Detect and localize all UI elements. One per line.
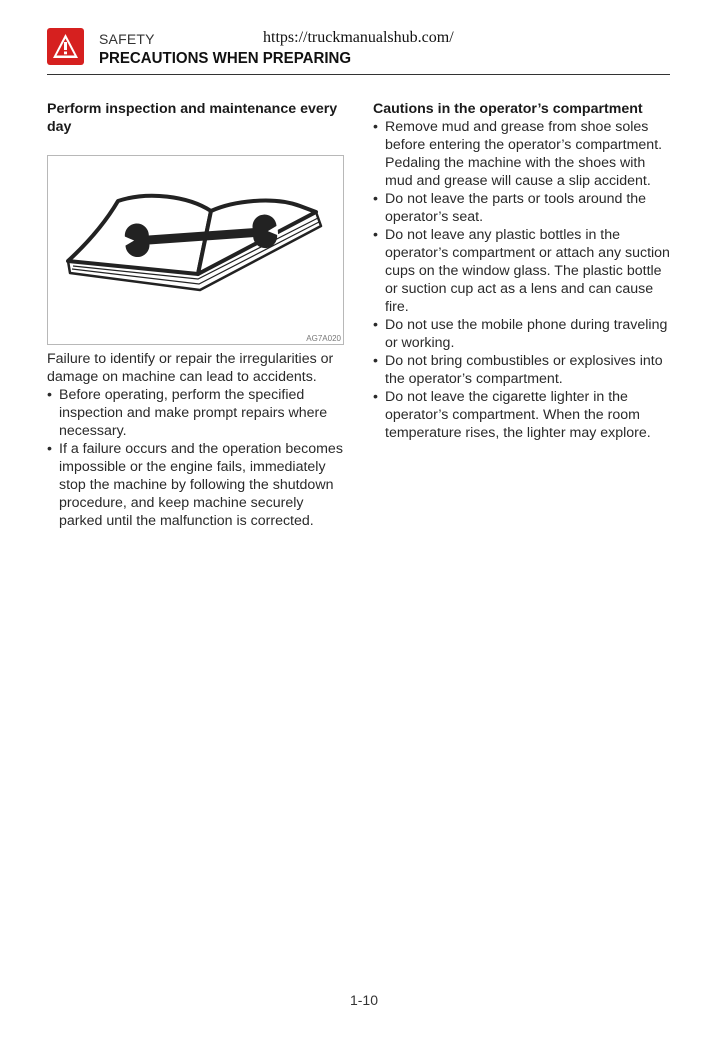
page-title: PRECAUTIONS WHEN PREPARING xyxy=(99,50,352,67)
list-item: • Do not bring combustibles or explosives into the operator’s compartment. xyxy=(373,352,673,388)
right-heading: Cautions in the operator’s compartment xyxy=(373,101,643,117)
right-column xyxy=(373,100,673,442)
left-heading: Perform inspection and maintenance every day xyxy=(47,101,338,135)
list-item: • Do not leave any plastic bottles in the operator’s compartment or attach any suction cups on the window glass. The plastic bottle or suction cup act as a lens and can cause fire. xyxy=(373,226,673,316)
list-item: • Remove mud and grease from shoe soles before entering the operator’s compartment. Pedaling the machine with the shoes with mud and grease will cause a slip accident. xyxy=(373,118,673,190)
header-divider xyxy=(47,74,670,75)
list-item: • Do not leave the parts or tools around the operator’s seat. xyxy=(373,190,673,226)
section-label: SAFETY xyxy=(99,31,155,47)
figure-code: AG7A020 xyxy=(306,334,341,343)
left-body xyxy=(47,350,347,530)
source-url[interactable]: https://truckmanualshub.com/ xyxy=(263,29,454,46)
warning-triangle-icon xyxy=(47,28,84,65)
list-item: • Do not leave the cigarette lighter in the operator’s compartment. When the room temperature rises, the lighter may explore. xyxy=(373,388,673,442)
left-column xyxy=(47,100,347,136)
left-intro: Failure to identify or repair the irregularities or damage on machine can lead to accidents. xyxy=(47,351,334,385)
right-bullet-list xyxy=(373,118,673,442)
list-item: • Before operating, perform the specified inspection and make prompt repairs where necessary. xyxy=(47,386,347,440)
list-item: • If a failure occurs and the operation becomes impossible or the engine fails, immediately stop the machine by following the shutdown procedure, and keep machine securely parked until the malfunction is corrected. xyxy=(47,440,347,530)
figure-manual-illustration xyxy=(47,155,344,345)
page-number: 1-10 xyxy=(349,992,379,1008)
list-item: • Do not use the mobile phone during traveling or working. xyxy=(373,316,673,352)
manual-book-wrench-icon xyxy=(48,156,345,346)
left-bullet-list xyxy=(47,386,347,530)
